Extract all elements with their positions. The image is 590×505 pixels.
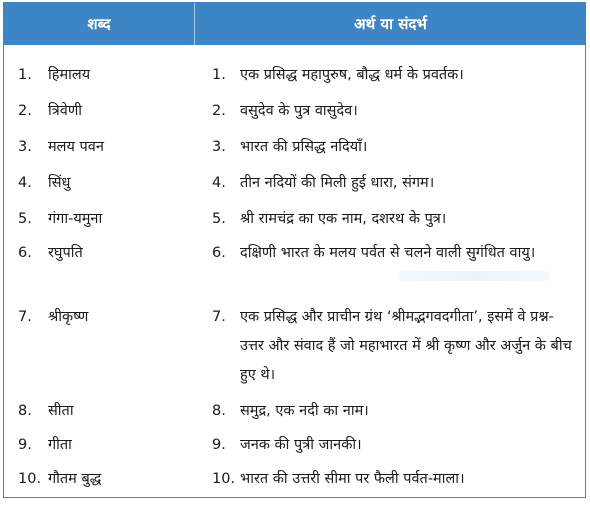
term-number: 4. [18, 175, 32, 191]
meaning-number: 2. [212, 103, 226, 119]
term-text: गंगा-यमुना [48, 211, 103, 227]
meaning-text: भारत की प्रसिद्ध नदियाँ। [240, 139, 368, 155]
meaning-cell [212, 205, 574, 234]
term-cell [18, 397, 74, 426]
meaning-text: जनक की पुत्री जानकी। [240, 437, 362, 453]
meaning-number: 3. [212, 139, 226, 155]
term-number: 6. [18, 245, 32, 261]
term-cell [18, 97, 82, 126]
term-number: 9. [18, 437, 32, 453]
term-cell [18, 303, 88, 332]
term-number: 10. [18, 471, 42, 487]
word-meaning-table [3, 2, 586, 498]
term-text: गौतम बुद्ध [48, 471, 102, 487]
meaning-text: भारत की उत्तरी सीमा पर फैली पर्वत-माला। [240, 471, 465, 487]
meaning-number: 1. [212, 67, 226, 83]
term-cell [18, 465, 101, 494]
meaning-cell [212, 397, 574, 426]
term-text: रघुपति [48, 245, 83, 261]
meaning-cell [212, 239, 574, 268]
term-text: गीता [48, 437, 72, 453]
meaning-text: दक्षिणी भारत के मलय पर्वत से चलने वाली सुगंधित वायु। [240, 245, 536, 261]
meaning-text: वसुदेव के पुत्र वासुदेव। [240, 103, 358, 119]
term-number: 8. [18, 403, 32, 419]
term-number: 1. [18, 67, 32, 83]
scan-smudge [399, 271, 549, 281]
term-number: 3. [18, 139, 32, 155]
term-cell [18, 133, 104, 162]
meaning-number: 9. [212, 437, 226, 453]
meaning-text: एक प्रसिद्ध महापुरुष, बौद्ध धर्म के प्रवर्तक। [240, 67, 464, 83]
term-cell [18, 205, 102, 234]
term-cell [18, 239, 83, 268]
meaning-text: समुद्र, एक नदी का नाम। [240, 403, 369, 419]
meaning-number: 4. [212, 175, 226, 191]
term-text: सिंधु [48, 175, 71, 191]
header-word: शब्द [87, 15, 111, 33]
meaning-text: एक प्रसिद्ध और प्राचीन ग्रंथ ‘श्रीमद्भगवदगीता’, इसमें वे प्रश्न-उत्तर और संवाद हैं जो महाभारत में श्री कृष्ण और अर्जुन के बीच हुए थे। [240, 309, 572, 383]
term-text: त्रिवेणी [48, 103, 83, 119]
meaning-number: 6. [212, 245, 226, 261]
meaning-text: श्री रामचंद्र का एक नाम, दशरथ के पुत्र। [240, 211, 447, 227]
term-cell [18, 61, 90, 90]
term-cell [18, 431, 72, 460]
meaning-cell [212, 133, 574, 162]
term-cell [18, 169, 70, 198]
term-text: मलय पवन [48, 139, 104, 155]
table-header [4, 3, 585, 45]
term-number: 5. [18, 211, 32, 227]
meaning-cell [212, 61, 574, 90]
term-text: सीता [48, 403, 74, 419]
term-text: श्रीकृष्ण [48, 309, 89, 325]
meaning-number: 10. [212, 471, 236, 487]
meaning-cell [212, 431, 574, 460]
term-number: 2. [18, 103, 32, 119]
header-meaning: अर्थ या संदर्भ [354, 15, 427, 33]
term-text: हिमालय [48, 67, 91, 83]
term-number: 7. [18, 309, 32, 325]
meaning-cell [212, 169, 574, 198]
meaning-cell [212, 303, 574, 390]
meaning-number: 5. [212, 211, 226, 227]
meaning-number: 7. [212, 309, 226, 325]
meaning-cell [212, 465, 574, 494]
meaning-text: तीन नदियों की मिली हुई धारा, संगम। [240, 175, 435, 191]
meaning-cell [212, 97, 574, 126]
meaning-number: 8. [212, 403, 226, 419]
